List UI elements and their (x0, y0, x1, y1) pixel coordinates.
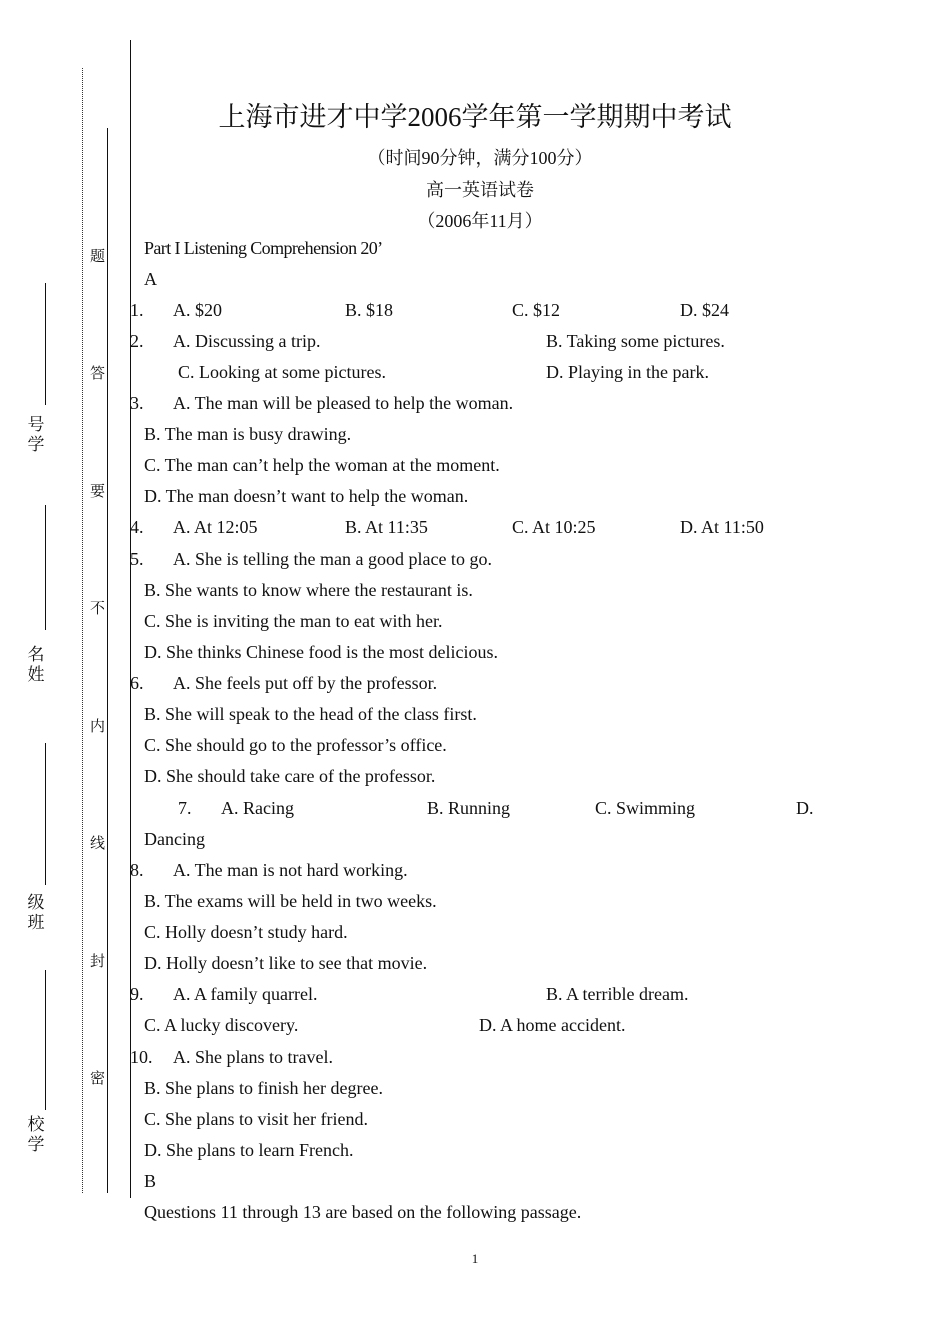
option-d: D. She plans to learn French. (144, 1140, 354, 1160)
option-c: C. The man can’t help the woman at the moment. (144, 455, 500, 475)
option-d: D. Holly doesn’t like to see that movie. (144, 953, 428, 973)
option-d: D. She thinks Chinese food is the most delicious. (144, 642, 498, 662)
option-c: C. Swimming (595, 798, 696, 818)
question-number: 6. (130, 673, 144, 693)
option-d: D. $24 (680, 300, 729, 320)
question-number: 2. (130, 331, 144, 351)
option-d-prefix: D. (796, 798, 814, 818)
option-b: B. $18 (345, 300, 394, 320)
option-c: C. Looking at some pictures. (178, 362, 386, 382)
option-a: A. She plans to travel. (173, 1047, 333, 1067)
field-label-student-id: 号学 (27, 415, 45, 454)
field-label-name: 名姓 (27, 645, 45, 684)
margin-char: 密 (90, 1071, 106, 1087)
question-number: 10. (130, 1047, 153, 1067)
option-b: B. Running (427, 798, 511, 818)
option-d: D. She should take care of the professor. (144, 766, 436, 786)
option-c: C. A lucky discovery. (144, 1015, 299, 1035)
option-c: C. Holly doesn’t study hard. (144, 922, 348, 942)
field-line-4 (45, 970, 46, 1110)
option-b: B. She plans to finish her degree. (144, 1078, 383, 1098)
option-c: C. She is inviting the man to eat with her. (144, 611, 443, 631)
question-number: 5. (130, 549, 144, 569)
field-label-class: 级班 (27, 893, 45, 932)
option-a: A. She is telling the man a good place to go. (173, 549, 492, 569)
exam-title: 上海市进才中学2006学年第一学期期中考试 (218, 102, 732, 132)
option-c: C. At 10:25 (512, 517, 596, 537)
binding-inner-line (107, 128, 108, 1193)
question-number: 4. (130, 517, 144, 537)
field-line-1 (45, 283, 46, 405)
question-number: 7. (178, 798, 192, 818)
option-b: B. The man is busy drawing. (144, 424, 352, 444)
exam-date: （2006年11月） (417, 211, 543, 231)
passage-instruction: Questions 11 through 13 are based on the following passage. (144, 1202, 582, 1222)
section-a-label: A (144, 269, 157, 289)
field-label-school: 校学 (27, 1115, 45, 1154)
option-b: B. She will speak to the head of the class first. (144, 704, 477, 724)
option-a: A. A family quarrel. (173, 984, 318, 1004)
option-c: C. $12 (512, 300, 561, 320)
option-a: A. She feels put off by the professor. (173, 673, 438, 693)
option-c: C. She should go to the professor’s office. (144, 735, 447, 755)
question-number: 9. (130, 984, 144, 1004)
option-d: D. At 11:50 (680, 517, 764, 537)
page-number: 1 (471, 1251, 479, 1266)
margin-char: 不 (90, 601, 106, 617)
option-a: A. At 12:05 (173, 517, 258, 537)
question-number: 3. (130, 393, 144, 413)
section-b-label: B (144, 1171, 157, 1191)
option-d: D. Playing in the park. (546, 362, 709, 382)
option-a: A. Racing (221, 798, 294, 818)
option-b: B. She wants to know where the restaurant is. (144, 580, 473, 600)
option-b: B. The exams will be held in two weeks. (144, 891, 437, 911)
binding-dotted-line (82, 68, 83, 1193)
margin-char: 封 (90, 954, 106, 970)
margin-char: 题 (90, 249, 106, 265)
exam-info: （时间90分钟，满分100分） (367, 148, 593, 168)
option-d: D. A home accident. (479, 1015, 626, 1035)
margin-char: 内 (90, 719, 106, 735)
option-d: D. The man doesn’t want to help the woman. (144, 486, 469, 506)
question-number: 8. (130, 860, 144, 880)
part-heading: Part I Listening Comprehension 20’ (144, 238, 383, 258)
field-line-2 (45, 505, 46, 630)
option-a: A. Discussing a trip. (173, 331, 321, 351)
margin-char: 线 (90, 836, 106, 852)
exam-subject: 高一英语试卷 (426, 180, 534, 200)
field-line-3 (45, 743, 46, 885)
option-a: A. The man is not hard working. (173, 860, 408, 880)
option-a: A. $20 (173, 300, 222, 320)
option-d-text: Dancing (144, 829, 205, 849)
margin-char: 答 (90, 366, 106, 382)
margin-char: 要 (90, 484, 106, 500)
option-b: B. Taking some pictures. (546, 331, 725, 351)
option-b: B. At 11:35 (345, 517, 428, 537)
option-b: B. A terrible dream. (546, 984, 689, 1004)
option-c: C. She plans to visit her friend. (144, 1109, 368, 1129)
option-a: A. The man will be pleased to help the woman. (173, 393, 514, 413)
question-number: 1. (130, 300, 144, 320)
